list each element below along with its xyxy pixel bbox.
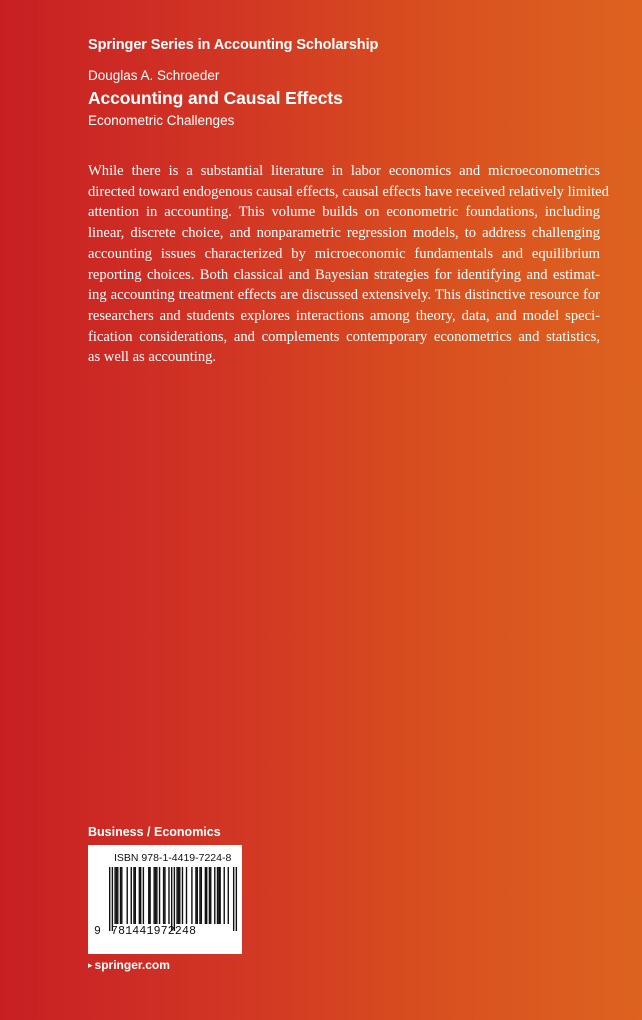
barcode-bar <box>182 867 183 924</box>
barcode-bar <box>143 867 144 924</box>
description-line: While there is a substantial literature in labor economics and microeconometrics <box>88 163 600 179</box>
book-title: Accounting and Causal Effects <box>88 88 343 108</box>
barcode-bar <box>195 867 196 924</box>
barcode-bar <box>156 867 157 924</box>
publisher-website <box>88 958 170 972</box>
barcode-bar <box>186 867 187 924</box>
isbn-label: ISBN 978-1-4419-7224-8 <box>114 852 232 864</box>
barcode-bar <box>140 867 141 924</box>
barcode-bar <box>179 867 180 924</box>
barcode-bar <box>174 867 175 931</box>
barcode-bar <box>109 867 110 931</box>
barcode-bar <box>191 867 192 924</box>
barcode-bar <box>155 867 156 924</box>
barcode-bar <box>214 867 215 924</box>
barcode-bar <box>120 867 121 924</box>
barcode-bar <box>131 867 132 924</box>
barcode-bar <box>178 867 179 924</box>
barcode-bar <box>201 867 202 924</box>
barcode-bar <box>228 867 229 924</box>
arrow-right-icon: ▸ <box>88 960 93 970</box>
barcode-bar <box>135 867 136 924</box>
author-name: Douglas A. Schroeder <box>88 68 220 83</box>
description-line: ing accounting treatment effects are discussed extensively. This distinctive resource for <box>88 287 600 304</box>
barcode-bar <box>171 867 172 931</box>
barcode-bar <box>205 867 206 924</box>
series-name: Springer Series in Accounting Scholarship <box>88 37 379 53</box>
barcode-bar <box>168 867 169 924</box>
description-line: researchers and students explores interactions among theory, data, and model speci- <box>88 307 600 324</box>
barcode-bar <box>233 867 234 931</box>
isbn-barcode <box>88 845 242 954</box>
barcode-bar <box>199 867 200 924</box>
barcode-bar <box>209 867 210 924</box>
barcode-bar <box>219 867 220 924</box>
barcode-bar <box>217 867 218 924</box>
ean-digits: 781441972248 <box>111 925 197 938</box>
website-label: springer.com <box>94 958 170 972</box>
description-line: as well as accounting. <box>88 349 217 366</box>
barcode-bar <box>210 867 211 924</box>
barcode-bar <box>148 867 149 924</box>
barcode-bar <box>116 867 117 924</box>
description-line: directed toward endogenous causal effects, causal effects have received relatively limited <box>88 183 609 200</box>
barcode-bar <box>176 867 177 924</box>
barcode-bar <box>224 867 225 924</box>
barcode-bar <box>153 867 154 924</box>
description-line: linear, discrete choice, and nonparametric regression models, to address challenging <box>88 225 600 242</box>
barcode-bar <box>206 867 207 924</box>
barcode-bar <box>236 867 237 931</box>
description-line: fication considerations, and complements contemporary econometrics and statistics, <box>88 328 600 345</box>
barcode-bar <box>218 867 219 924</box>
barcode-bar <box>164 867 165 924</box>
barcode-bar <box>149 867 150 924</box>
barcode-bar <box>163 867 164 924</box>
barcode-bar <box>139 867 140 924</box>
barcode-bar <box>197 867 198 924</box>
barcode-bar <box>133 867 134 924</box>
book-description <box>88 161 609 368</box>
barcode-bar <box>112 867 113 931</box>
description-line: accounting issues characterized by microeconomic fundamentals and equilibrium <box>88 245 600 262</box>
barcode-bar <box>121 867 122 924</box>
description-line: attention in accounting. This volume builds on econometric foundations, including <box>88 204 600 221</box>
description-line: reporting choices. Both classical and Bayesian strategies for identifying and estimat- <box>88 266 600 283</box>
book-subtitle: Econometric Challenges <box>88 113 235 128</box>
barcode-bar <box>114 867 115 924</box>
barcode-bar <box>127 867 128 924</box>
subject-category: Business / Economics <box>88 825 221 839</box>
barcode-bar <box>159 867 160 924</box>
ean-lead-digit: 9 <box>94 925 101 938</box>
barcode-bar <box>117 867 118 924</box>
